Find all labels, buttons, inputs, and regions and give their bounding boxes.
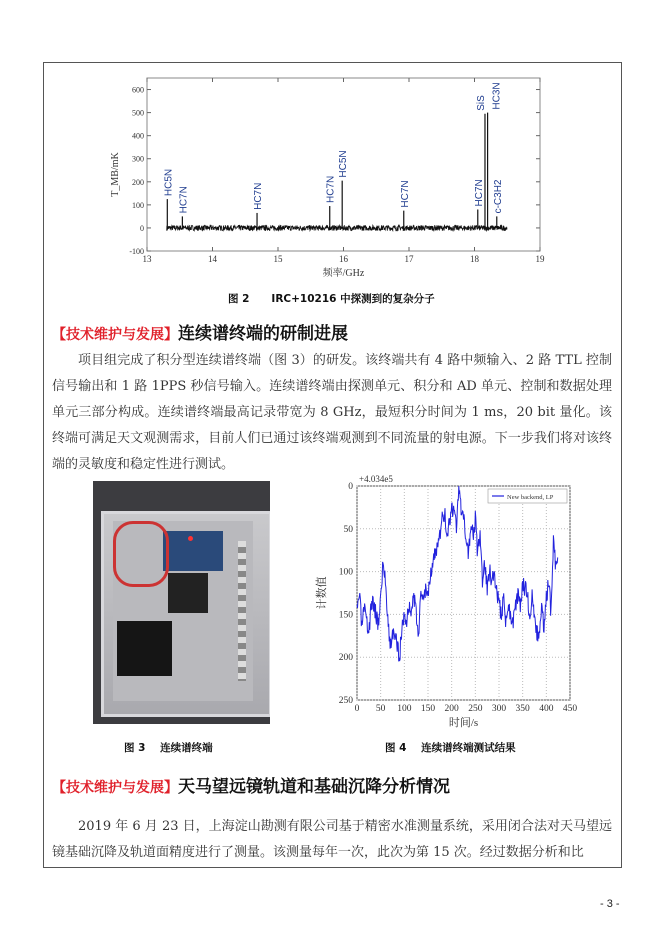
x-tick-label: 200 bbox=[444, 704, 459, 714]
y-tick-label: 50 bbox=[343, 524, 353, 535]
section2-body bbox=[52, 814, 612, 866]
y-tick-label: 100 bbox=[338, 567, 353, 578]
y-tick-label: 600 bbox=[132, 85, 144, 95]
figure3-caption-text: 连续谱终端 bbox=[160, 742, 213, 754]
x-tick-label: 100 bbox=[397, 704, 412, 714]
x-tick-label: 50 bbox=[375, 704, 386, 714]
x-tick-label: 15 bbox=[273, 254, 283, 264]
peak-label: HC5N bbox=[338, 150, 350, 178]
peak-label: HC7N bbox=[473, 179, 485, 207]
peak-label: SiS bbox=[476, 95, 487, 111]
section1-title: 连续谱终端的研制进展 bbox=[178, 324, 348, 344]
figure2-caption-number: 图 2 bbox=[228, 293, 250, 305]
x-tick-label: 250 bbox=[468, 704, 483, 714]
peak-label: HC7N bbox=[178, 186, 190, 214]
offset-label: +4.034e5 bbox=[359, 474, 393, 484]
peak-label: HC3N bbox=[491, 82, 503, 110]
y-tick-label: 0 bbox=[348, 482, 353, 492]
peak-label: HC7N bbox=[399, 180, 411, 208]
y-tick-label: 200 bbox=[132, 177, 144, 187]
section2-tag: 【技术维护与发展】 bbox=[52, 780, 178, 796]
section2-heading bbox=[52, 772, 450, 797]
y-axis-label: 计数值 bbox=[316, 576, 328, 610]
y-tick-label: 200 bbox=[338, 653, 353, 664]
x-tick-label: 150 bbox=[420, 704, 436, 714]
x-tick-label: 300 bbox=[491, 704, 507, 714]
peak-label: HC5N bbox=[163, 168, 175, 197]
y-tick-label: 400 bbox=[132, 131, 144, 141]
terminal-photo bbox=[93, 481, 270, 724]
x-tick-label: 13 bbox=[142, 254, 152, 264]
x-tick-label: 19 bbox=[535, 254, 545, 264]
y-tick-label: -100 bbox=[129, 247, 144, 256]
x-tick-label: 0 bbox=[354, 704, 360, 714]
section1-heading bbox=[52, 319, 348, 344]
x-tick-label: 400 bbox=[539, 704, 554, 714]
spectrum-chart bbox=[100, 70, 560, 280]
x-tick-label: 450 bbox=[562, 704, 578, 714]
figure4-caption-number: 图 4 bbox=[385, 742, 407, 754]
test-result-chart bbox=[305, 470, 595, 732]
x-tick-label: 16 bbox=[339, 254, 348, 264]
figure4-caption bbox=[385, 740, 516, 755]
x-tick-label: 17 bbox=[404, 254, 414, 264]
y-tick-label: 500 bbox=[132, 108, 144, 118]
x-tick-label: 14 bbox=[208, 254, 217, 264]
spectrum-noise-line bbox=[167, 225, 507, 231]
y-tick-label: 250 bbox=[338, 696, 353, 706]
legend-label: New backend, LP bbox=[507, 494, 554, 501]
peak-label: c-C3H2 bbox=[492, 179, 504, 214]
section2-title: 天马望远镜轨道和基础沉降分析情况 bbox=[178, 777, 450, 797]
section1-tag: 【技术维护与发展】 bbox=[52, 327, 178, 343]
section1-body bbox=[52, 348, 612, 478]
figure2-caption bbox=[228, 291, 435, 306]
y-tick-label: 150 bbox=[338, 610, 353, 621]
y-tick-label: 0 bbox=[140, 223, 144, 233]
figure4-caption-text: 连续谱终端测试结果 bbox=[421, 742, 516, 754]
peak-label: HC7N bbox=[325, 175, 337, 203]
page-number: - 3 - bbox=[600, 898, 620, 910]
section1-paragraph: 项目组完成了积分型连续谱终端（图 3）的研发。该终端共有 4 路中频输入、2 路 TTL 控制信号输出和 1 路 1PPS 秒信号输入。连续谱终端由探测单元、积分和 AD 单元、控制和数据处理单元三部分构成。连续谱终端最高记录带宽为 8 GHz，最短积分时间为 1 ms，20 bit 量化。该终端可满足天文观测需求，目前人们已通过该终端观测到不同流量的射电源。下一步我们将对该终端的灵敏度和稳定性进行测试。 bbox=[52, 353, 612, 472]
x-tick-label: 18 bbox=[470, 254, 479, 264]
x-axis-label: 时间/s bbox=[448, 717, 479, 729]
y-tick-label: 100 bbox=[132, 200, 144, 210]
figure3-caption bbox=[124, 740, 213, 755]
y-tick-label: 300 bbox=[132, 154, 144, 164]
section2-paragraph: 2019 年 6 月 23 日，上海淀山勘测有限公司基于精密水准测量系统，采用闭合法对天马望远镜基础沉降及轨道面精度进行了测量。该测量每年一次，此次为第 15 次。经过数据分析和比 bbox=[52, 819, 612, 860]
figure2-caption-text: IRC+10216 中探测到的复杂分子 bbox=[271, 293, 435, 305]
y-axis-label: T_MB/mK bbox=[110, 152, 121, 197]
peak-label: HC7N bbox=[253, 182, 264, 210]
x-tick-label: 350 bbox=[515, 704, 530, 714]
x-axis-label: 频率/GHz bbox=[322, 268, 365, 279]
figure3-caption-number: 图 3 bbox=[124, 742, 146, 754]
